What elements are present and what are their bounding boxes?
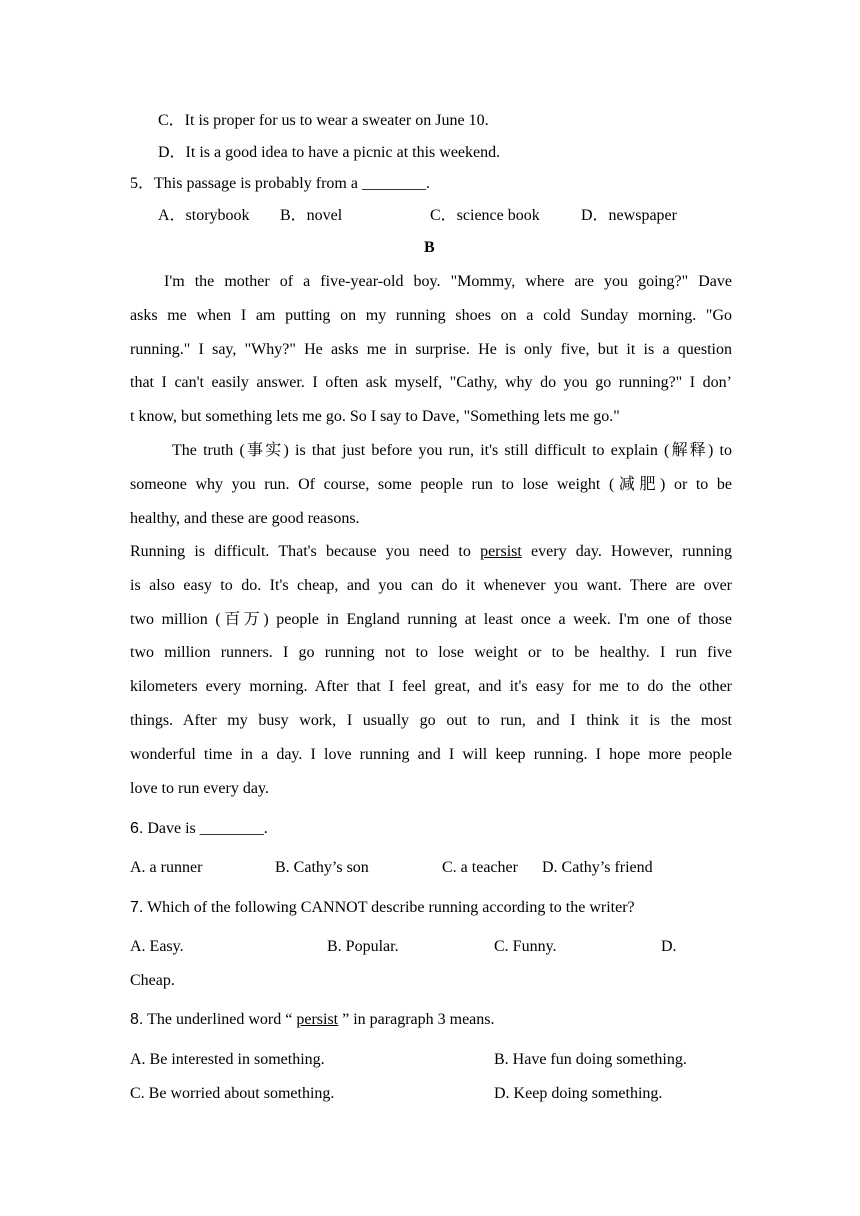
p3-text-before: Running is difficult. That's because you need to (130, 543, 471, 560)
q7-option-c: C. Funny. (494, 938, 557, 955)
passage-paragraph-3 (130, 535, 732, 805)
p3-text-after: every day. However, running (531, 543, 733, 560)
passage-paragraph-1 (130, 265, 732, 434)
q4-option-d: D．It is a good idea to have a picnic at this weekend. (158, 144, 501, 161)
p2-line: someone why you run. Of course, some people run to lose weight (减肥) or to be (130, 475, 732, 493)
q8-option-b: B. Have fun doing something. (494, 1051, 687, 1068)
q8-stem-after: ” in paragraph 3 means. (342, 1011, 495, 1028)
p3-line: two million runners. I go running not to lose weight or to be healthy. I run five (130, 644, 732, 662)
q8-option-a: A. Be interested in something. (130, 1051, 325, 1068)
p3-line: is also easy to do. It's cheap, and you can do it whenever you want. There are over (130, 576, 732, 594)
underlined-word-persist: persist (480, 543, 522, 560)
q8-stem-line (130, 1010, 495, 1030)
p3-first-line (130, 535, 732, 569)
q6-option-b: B. Cathy’s son (275, 859, 369, 876)
p3-line: wonderful time in a day. I love running and I will keep running. I hope more people (130, 745, 732, 763)
p2-line: healthy, and these are good reasons. (130, 509, 360, 527)
p1-line: running." I say, "Why?" He asks me in surprise. He is only five, but it is a question (130, 340, 732, 358)
p3-line: two million (百万) people in England running at least once a week. I'm one of those (130, 610, 732, 628)
q5-option-b: B．novel (280, 207, 343, 224)
p3-line: kilometers every morning. After that I feel great, and it's easy for me to do the other (130, 678, 732, 696)
q7-option-b: B. Popular. (327, 938, 399, 955)
p1-line: I'm the mother of a five-year-old boy. "Mommy, where are you going?" Dave (164, 273, 732, 290)
q5-stem: 5．This passage is probably from a ________. (130, 175, 430, 192)
q8-option-c: C. Be worried about something. (130, 1085, 335, 1102)
q4-option-c: C．It is proper for us to wear a sweater on June 10. (158, 112, 489, 129)
q7-option-d-label: D. (661, 938, 677, 955)
p1-line: that I can't easily answer. I often ask myself, "Cathy, why do you go running?" I don’ (130, 374, 732, 392)
p1-line: asks me when I am putting on my running shoes on a cold Sunday morning. "Go (130, 306, 732, 324)
p1-line: t know, but something lets me go. So I say to Dave, "Something lets me go." (130, 408, 620, 426)
q7-number: 7. (130, 899, 144, 916)
p3-line: things. After my busy work, I usually go out to run, and I think it is the most (130, 711, 732, 729)
q8-option-d: D. Keep doing something. (494, 1085, 663, 1102)
q7-stem: Which of the following CANNOT describe running according to the writer? (147, 899, 635, 916)
q5-option-c: C．science book (430, 207, 540, 224)
q8-number: 8. (130, 1011, 144, 1028)
q6-option-a: A. a runner (130, 859, 203, 876)
passage-paragraph-2 (130, 434, 732, 535)
p3-line: love to run every day. (130, 779, 269, 797)
q6-stem-line (130, 819, 268, 839)
q6-number: 6. (130, 820, 144, 837)
q5-option-a: A．storybook (158, 207, 250, 224)
section-title: B (424, 239, 435, 256)
q5-option-d: D．newspaper (581, 207, 677, 224)
q7-option-a: A. Easy. (130, 938, 184, 955)
q8-stem-before: The underlined word “ (147, 1011, 293, 1028)
p2-line: The truth (事实) is that just before you run, it's still difficult to explain (解释) to (172, 442, 732, 459)
q6-option-d: D. Cathy’s friend (542, 859, 653, 876)
q6-stem: Dave is ________. (147, 820, 268, 837)
q6-option-c: C. a teacher (442, 859, 518, 876)
q7-option-d-text: Cheap. (130, 972, 175, 989)
q8-underlined-word: persist (296, 1011, 339, 1028)
q7-stem-line (130, 898, 635, 918)
